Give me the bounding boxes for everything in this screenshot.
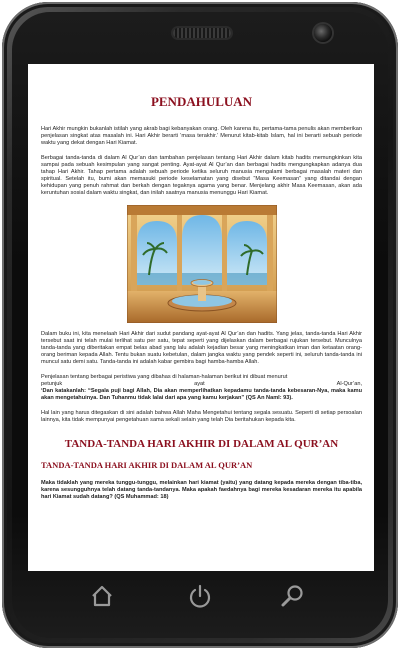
- section-title: TANDA-TANDA HARI AKHIR DI DALAM AL QUR’AN: [64, 438, 339, 450]
- reference-left: petunjuk: [41, 381, 63, 387]
- verse-paragraph: Maka tidaklah yang mereka tunggu-tunggu, melainkan hari kiamat (yaitu) yang datang kepada mereka dengan tiba-tiba, karena sesungguhnya telah datang tanda-tandanya. Maka apakah faedahnya bagi mereka kesadaran mereka itu apabila hari Kiamat sudah datang? (QS Muhammad: 18): [41, 480, 362, 500]
- paragraph-2: Berbagai tanda-tanda di dalam Al Qur’an dan tambahan penjelasan tentang Hari Akhir dalam kitab hadits memungkinkan kita sampai pada sebuah kesimpulan yang sangat penting. Ayat-ayat Al Qur’an dan berbagai hadits mengungkapkan adanya dua tahap Hari Akhir. Tahap pertama adalah sebuah periode ketika seluruh manusia mengalami berbagai masalah materi dan spiritual. Setelah itu, bumi akan memasuki periode keselamatan yang disebut “Masa Keemasan” yang ditandai dengan kehidupan yang penuh rahmat dan berkah dengan tegaknya agama yang benar. Menjelang akhir Masa Keemasan, akan ada keruntuhan sosial dalam waktu singkat, dan inilah saatnya manusia menunggu Hari Kiamat.: [41, 155, 362, 196]
- paragraph-1: Hari Akhir mungkin bukanlah istilah yang akrab bagi kebanyakan orang. Oleh karena itu, pertama-tama penulis akan memberikan penjelasan singkat atas masalah ini. Hari Akhir berarti ‘masa terakhir.’ Menurut kitab-kitab Islam, hal ini berarti sebuah periode waktu yang dekat dengan Hari Kiamat.: [41, 126, 362, 146]
- search-icon[interactable]: [278, 582, 306, 610]
- document-content: [28, 64, 374, 501]
- earpiece-speaker: [173, 28, 231, 38]
- quran-quote: ‘Dan katakanlah: “Segala puji bagi Allah, Dia akan memperlihatkan kepadamu tanda-tanda kebesaran-Nya, maka kamu akan mengetahuinya. Dan Tuhanmu tidak lalai dari apa yang kamu kerjakan” (QS An Naml: 93).: [41, 388, 362, 401]
- intro-line: Penjelasan tentang berbagai peristiwa yang dibahas di halaman-halaman berikut ini dibuat menurut: [41, 374, 288, 380]
- subsection-title: TANDA-TANDA HARI AKHIR DI DALAM AL QUR’AN: [41, 460, 253, 470]
- phone-screen[interactable]: [28, 64, 374, 571]
- phone-frame: [2, 2, 398, 648]
- power-icon[interactable]: [186, 582, 214, 610]
- reference-row: [41, 381, 362, 388]
- reference-mid: ayat: [194, 381, 205, 387]
- phone-navbar: [2, 574, 398, 624]
- front-camera: [314, 24, 332, 42]
- closing-paragraph: Hal lain yang harus ditegaskan di sini adalah bahwa Allah Maha Mengetahui tentang segala sesuatu. Seperti di setiap persoalan lainnya, kita tidak mempunyai pengetahuan sama sekali selain yang telah Dia beritahukan kepada kita.: [41, 410, 362, 423]
- paragraph-3: Dalam buku ini, kita menelaah Hari Akhir dari sudut pandang ayat-ayat Al Qur’an dan hadits. Yang jelas, tanda-tanda Hari Akhir tersebut saat ini telah mulai terlihat satu per satu, tepat seperti yang dijelaskan dalam berbagai rujukan tersebut. Munculnya tanda-tanda yang diberitakan empat belas abad yang lalu adalah kejadian besar yang meningkatkan iman dan ketaatan orang-orang beriman kepada Allah. Tentu bukan suatu kebetulan, dalam jangka waktu yang pendek seperti ini, seluruh tanda-tanda ini muncul satu demi satu. Tanda-tanda ini adalah kabar gembira bagi hamba-hamba Allah.: [41, 331, 362, 365]
- reference-right: Al-Qur’an,: [336, 381, 362, 387]
- home-icon[interactable]: [88, 582, 116, 610]
- architecture-illustration: [127, 205, 277, 323]
- page-title: PENDAHULUAN: [150, 94, 253, 109]
